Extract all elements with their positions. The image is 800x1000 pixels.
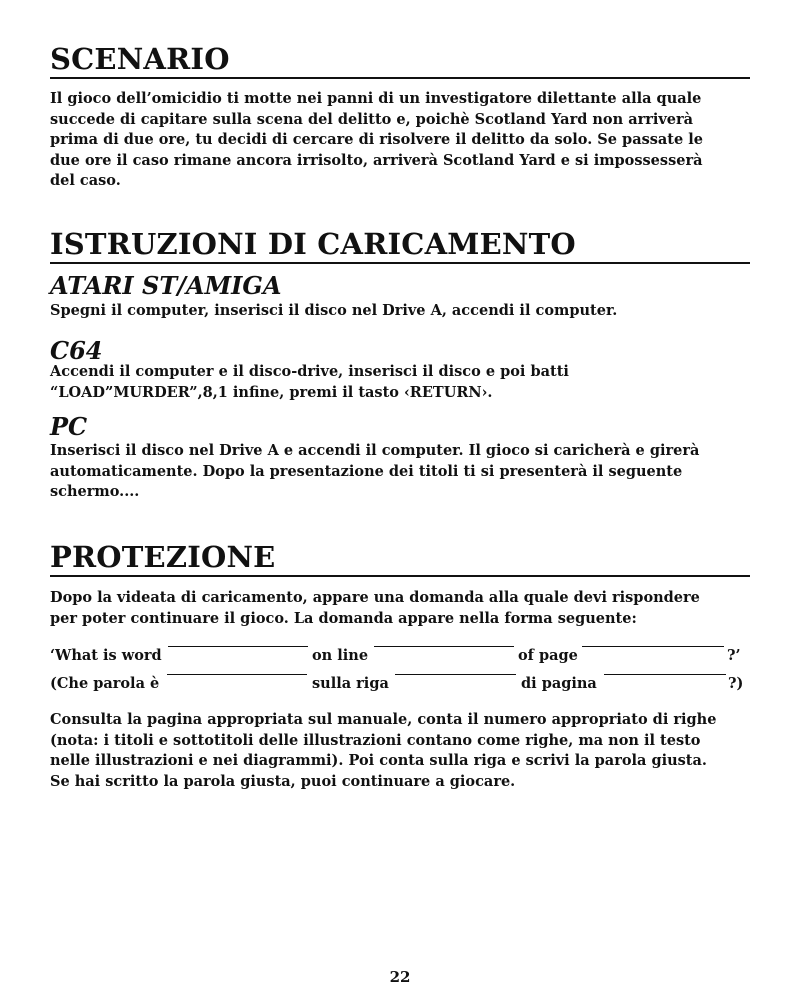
subheading-pc: PC	[50, 412, 88, 441]
scenario-line: prima di due ore, tu decidi di cercare di risolvere il delitto da solo. Se passate le	[50, 131, 704, 148]
protection-outro	[50, 710, 750, 792]
scenario-line: due ore il caso rimane ancora irrisolto, arriverà Scotland Yard e si impossesserà	[50, 151, 703, 169]
protection-intro-line: per poter continuare il gioco. La domanda appare nella forma seguente:	[50, 609, 637, 627]
pc-line: automaticamente. Dopo la presentazione dei titoli ti si presenterà il seguente	[50, 462, 683, 480]
question-row-english	[50, 646, 750, 666]
scenario-paragraph	[50, 89, 750, 192]
question-label-parola: (Che parola è	[50, 675, 160, 692]
atari-line: Spegni il computer, inserisci il disco nel Drive A, accendi il computer.	[50, 302, 618, 319]
section-title-scenario: SCENARIO	[50, 42, 750, 79]
subheading-atari-amiga: ATARI ST/AMIGA	[50, 271, 282, 300]
protection-outro-line: nelle illustrazioni e nei diagrammi). Poi conta sulla riga e scrivi la parola giusta.	[50, 752, 707, 769]
section-title-loading: ISTRUZIONI DI CARICAMENTO	[50, 227, 750, 264]
question-end: ?’	[727, 647, 741, 664]
protection-intro	[50, 588, 750, 629]
scenario-line: succede di capitare sulla scena del delitto e, poichè Scotland Yard non arriverà	[50, 110, 694, 128]
blank-line-line	[374, 646, 514, 647]
question-label-line: on line	[312, 647, 369, 664]
blank-line-pagina	[604, 674, 726, 675]
blank-line-page	[582, 646, 724, 647]
atari-instructions	[50, 301, 750, 322]
pc-line: schermo....	[50, 483, 140, 500]
blank-line-parola	[167, 674, 307, 675]
section-title-protection: PROTEZIONE	[50, 540, 750, 577]
blank-line-riga	[395, 674, 516, 675]
c64-line: Accendi il computer e il disco-drive, inserisci il disco e poi batti	[50, 363, 569, 380]
protection-intro-line: Dopo la videata di caricamento, appare una domanda alla quale devi rispondere	[50, 589, 700, 606]
c64-line: “LOAD”MURDER”,8,1 infine, premi il tasto ‹RETURN›.	[50, 383, 493, 401]
question-label-pagina: di pagina	[521, 675, 597, 692]
question-label-riga: sulla riga	[312, 675, 389, 692]
protection-outro-line: Consulta la pagina appropriata sul manuale, conta il numero appropriato di righe	[50, 711, 717, 728]
question-row-italian	[50, 674, 750, 694]
pc-instructions	[50, 441, 750, 503]
c64-instructions	[50, 362, 750, 403]
scenario-line: Il gioco dell’omicidio ti motte nei panni di un investigatore dilettante alla quale	[50, 90, 702, 107]
subheading-c64: C64	[50, 336, 103, 365]
pc-line: Inserisci il disco nel Drive A e accendi il computer. Il gioco si caricherà e girerà	[50, 442, 700, 459]
protection-outro-line: Se hai scritto la parola giusta, puoi continuare a giocare.	[50, 772, 516, 790]
scenario-line: del caso.	[50, 172, 121, 189]
blank-line-word	[168, 646, 308, 647]
question-label-word: ‘What is word	[50, 647, 162, 664]
question-label-page: of page	[518, 647, 578, 664]
question-end-italian: ?)	[728, 675, 744, 692]
protection-outro-line: (nota: i titoli e sottotitoli delle illustrazioni contano come righe, ma non il testo	[50, 731, 701, 749]
page-number: 22	[389, 968, 411, 986]
